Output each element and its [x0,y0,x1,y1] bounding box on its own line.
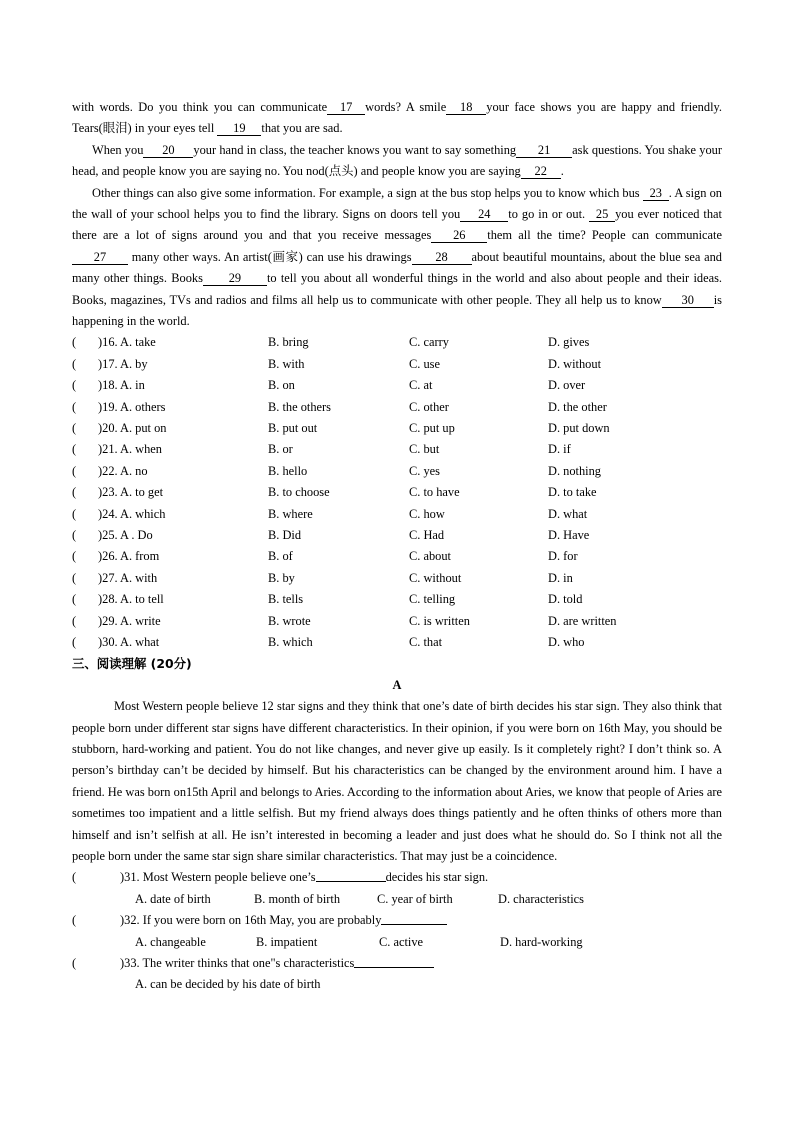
reading-question-choices [72,889,722,910]
question-number: )22. [98,463,118,478]
question-number: )26. [98,549,118,564]
option-d: D. over [548,378,586,393]
answer-paren: ( [72,634,77,649]
question-number: )28. [98,592,118,607]
answer-paren: ( [72,378,77,393]
choice-b: B. impatient [256,934,318,949]
option-a: A. which [120,506,166,521]
choice-a: A. changeable [135,934,206,949]
option-c: C. at [409,378,433,393]
question-number: )17. [98,356,118,371]
answer-paren: ( [72,442,77,457]
choice-c: C. year of birth [377,891,453,906]
answer-paren: ( [72,592,77,607]
answer-paren: ( [72,506,77,521]
answer-paren: ( [72,956,77,971]
choice-a: A. can be decided by his date of birth [135,977,321,992]
cloze-question-row [72,439,722,460]
option-c: C. use [409,356,440,371]
choice-b: B. month of birth [254,891,341,906]
cloze-question-row [72,504,722,525]
option-c: C. is written [409,613,470,628]
question-text-end: decides his star sign. [385,870,489,885]
blank-28: 28 [412,250,472,265]
answer-paren: ( [72,549,77,564]
option-a: A. take [120,335,156,350]
choice-a: A. date of birth [135,891,211,906]
option-b: B. where [268,506,313,521]
answer-blank [354,953,434,968]
option-c: C. without [409,570,462,585]
option-d: D. told [548,592,583,607]
question-number: )18. [98,378,118,393]
question-text: )33. The writer thinks that one"s characteristics [120,956,355,971]
option-b: B. hello [268,463,308,478]
blank-29: 29 [203,271,267,286]
option-c: C. telling [409,592,456,607]
option-d: D. who [548,634,585,649]
option-b: B. with [268,356,305,371]
option-b: B. on [268,378,295,393]
choice-d: D. characteristics [498,891,585,906]
cloze-question-row [72,375,722,396]
cloze-question-row [72,589,722,610]
option-d: D. to take [548,485,597,500]
choice-c: C. active [379,934,424,949]
cloze-question-list [72,332,722,653]
option-d: D. what [548,506,588,521]
passage-paragraph-3: Other things can also give some information. For example, a sign at the bus stop helps you to know which bus 23 . A sign on the wall of your school helps you to find the library. Signs on doors tell you 24 to go in or out. 25 you ever noticed that there are a lot of signs around you and that you receive messages 26 them all the time? People can communicate27 many other ways. An artist(画家) can use his drawings 28 about beautiful mountains, about the blue sea and many other things. Books 29 to tell you about all wonderful things in the world and also about people and their ideas. Books, magazines, TVs and radios and films all help us to communicate with other people. They all help us to know 30 is happening in the world. [72,185,723,329]
question-number: )25. [98,527,118,542]
option-a: A. what [120,634,160,649]
blank-22: 22 [521,164,561,179]
option-b: B. bring [268,335,309,350]
answer-blank [316,867,386,882]
option-a: A. no [120,463,148,478]
reading-question-stem [72,867,722,888]
question-number: )24. [98,506,118,521]
option-a: A. to tell [120,592,164,607]
cloze-question-row [72,632,722,653]
option-a: A. others [120,399,166,414]
option-b: B. which [268,634,313,649]
cloze-question-row [72,418,722,439]
cloze-question-row [72,546,722,567]
reading-passage: Most Western people believe 12 star signs and they think that one’s date of birth decides his star sign. They also think that people born under different star signs have different characteristics. In their opinion, if you were born on 16th May, you should be stubborn, hard-working and patient. You do not like changes, and never give up easily. Is it completely right? I don’t think so. A person’s birthday can’t be decided by himself. But his characteristics can be changed by the environment around him. I have a friend. He was born on15th April and belongs to Aries. According to the information about Aries, we know that people of Aries are sometimes too impatient and a little selfish. But my friend always does things patiently and he often thinks of others more than himself and isn’t selfish at all. He isn’t interested in becoming a leader and just does what he should do. So I think not all the people born under the same star sign share similar characteristics. That may just be a coincidence. [72,699,722,863]
question-text: )31. Most Western people believe one’s [120,870,316,885]
cloze-question-row [72,525,722,546]
option-b: B. tells [268,592,304,607]
option-d: D. nothing [548,463,602,478]
option-b: B. Did [268,527,302,542]
answer-paren: ( [72,570,77,585]
answer-paren: ( [72,613,77,628]
option-b: B. wrote [268,613,311,628]
option-d: D. for [548,549,578,564]
option-a: A . Do [120,527,153,542]
option-d: D. put down [548,421,610,436]
question-number: )21. [98,442,118,457]
answer-blank [381,910,447,925]
option-c: C. about [409,549,451,564]
reading-question-stem [72,953,722,974]
question-number: )19. [98,399,118,414]
blank-26: 26 [431,228,487,243]
cloze-question-row [72,354,722,375]
answer-paren: ( [72,335,77,350]
option-a: A. from [120,549,160,564]
option-d: D. gives [548,335,590,350]
option-a: A. by [120,356,148,371]
answer-paren: ( [72,485,77,500]
option-a: A. put on [120,421,167,436]
option-c: C. yes [409,463,440,478]
choice-d: D. hard-working [500,934,583,949]
cloze-question-row [72,568,722,589]
question-number: )30. [98,634,118,649]
blank-21: 21 [516,143,572,158]
question-number: )29. [98,613,118,628]
answer-paren: ( [72,399,77,414]
option-a: A. with [120,570,158,585]
reading-question-choices [72,932,722,953]
option-c: C. how [409,506,445,521]
option-b: B. by [268,570,295,585]
passage-paragraph-2: When you 20 your hand in class, the teacher knows you want to say something 21 ask questions. You shake your head, and people know you are saying no. You nod(点头) and people know you are saying 22 . [72,142,722,179]
option-c: C. other [409,399,449,414]
question-text: )32. If you were born on 16th May, you are probably [120,913,382,928]
question-number: )23. [98,485,118,500]
cloze-question-row [72,461,722,482]
answer-paren: ( [72,870,77,885]
answer-paren: ( [72,463,77,478]
blank-20: 20 [143,143,193,158]
blank-24: 24 [460,207,508,222]
cloze-question-row [72,332,722,353]
section-title: 三、阅读理解 (20分) [72,656,192,672]
exam-page [72,97,722,996]
option-a: A. to get [120,485,164,500]
reading-question-list [72,867,722,995]
option-b: B. the others [268,399,331,414]
option-a: A. when [120,442,162,457]
option-d: D. the other [548,399,607,414]
option-d: D. in [548,570,573,585]
option-c: C. Had [409,527,445,542]
option-a: A. write [120,613,161,628]
blank-18: 18 [446,100,486,115]
cloze-question-row [72,397,722,418]
blank-25: 25 [589,207,615,222]
option-d: D. without [548,356,602,371]
blank-19: 19 [217,121,261,136]
question-number: )20. [98,421,118,436]
reading-question-choices [72,974,722,995]
option-b: B. or [268,442,293,457]
option-c: C. carry [409,335,449,350]
option-d: D. are written [548,613,617,628]
question-number: )16. [98,335,118,350]
answer-paren: ( [72,527,77,542]
reading-part-label: A [392,677,402,692]
blank-30: 30 [662,293,714,308]
option-b: B. of [268,549,293,564]
question-number: )27. [98,570,118,585]
option-d: D. if [548,442,571,457]
passage-paragraph-1: with words. Do you think you can communicate 17 words? A smile 18 your face shows you are happy and friendly. Tears(眼泪) in your eyes tell 19 that you are sad. [72,100,722,136]
cloze-question-row [72,482,722,503]
option-d: D. Have [548,527,590,542]
option-b: B. to choose [268,485,330,500]
reading-question-stem [72,910,722,931]
option-c: C. to have [409,485,460,500]
blank-27: 27 [72,250,128,265]
cloze-question-row [72,611,722,632]
answer-paren: ( [72,356,77,371]
blank-23: 23 [643,186,669,201]
option-c: C. that [409,634,443,649]
blank-17: 17 [327,100,365,115]
option-b: B. put out [268,421,318,436]
option-a: A. in [120,378,145,393]
option-c: C. put up [409,421,455,436]
answer-paren: ( [72,913,77,928]
option-c: C. but [409,442,440,457]
answer-paren: ( [72,421,77,436]
